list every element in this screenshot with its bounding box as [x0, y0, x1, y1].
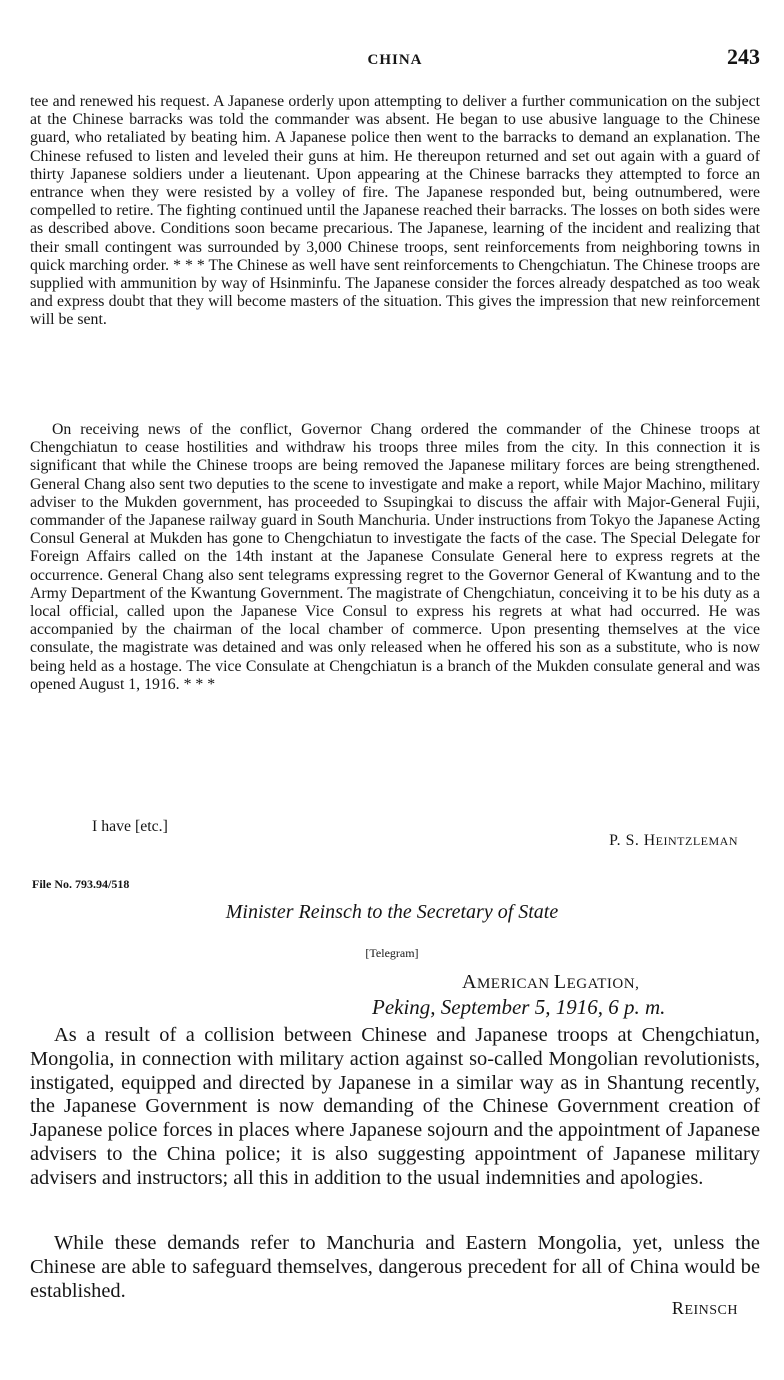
- telegram-paragraph-1-block: [30, 1024, 760, 1191]
- telegram-signature-initial: R: [671, 1298, 685, 1318]
- running-head-title: CHINA: [367, 52, 423, 68]
- place-date-line: Peking, September 5, 1916, 6 p. m.: [372, 995, 666, 1019]
- page-number: 243: [727, 44, 760, 69]
- telegram-paragraph-2-block: [30, 1232, 760, 1303]
- letter-paragraph-2: On receiving news of the conflict, Governor Chang ordered the commander of the Chinese troops at Chengchiatun to cease hostilities and withdraw his troops three miles from the city. In this connection it is significant that while the Chinese troops are being removed the Japanese military forces are being strengthened. General Chang also sent two deputies to the scene to investigate and make a report, while Major Machino, military adviser to the Mukden government, has proceeded to Ssupingkai to discuss the affair with Major-General Fujii, commander of the Japanese railway guard in South Manchuria. Under instructions from Tokyo the Japanese Acting Consul General at Mukden has gone to Chengchiatun to investigate the facts of the case. The Special Delegate for Foreign Affairs called on the 14th instant at the Japanese Consulate General here to express regrets at the occurrence. General Chang also sent telegrams expressing regret to the Governor General of Kwantung and to the Army Department of the Kwantung Government. The magistrate of Chengchiatun, conceiving it to be his duty as a local official, called upon the Japanese Vice Consul to express his regrets at what had occurred. He was accompanied by the chairman of the local chamber of commerce. Upon presenting themselves at the vice consulate, the magistrate was detained and was only released when he offered his son as a substitute, who is now being held as a hostage. The vice Consulate at Chengchiatun is a branch of the Mukden consulate general and was opened August 1, 1916. * * *: [30, 421, 760, 693]
- telegram-paragraph-2: While these demands refer to Manchuria and Eastern Mongolia, yet, unless the Chinese are able to safeguard themselves, dangerous precedent for all of China would be established.: [30, 1232, 760, 1302]
- letter-paragraph-2-block: [30, 421, 760, 694]
- sender-initial-2: L: [553, 971, 567, 993]
- letter-closing: I have [etc.]: [92, 818, 168, 835]
- document-heading: Minister Reinsch to the Secretary of State: [225, 901, 559, 923]
- letter-paragraph-1-block: [30, 93, 760, 330]
- letter-signature: [609, 832, 738, 850]
- telegram-paragraph-1: As a result of a collision between Chinese and Japanese troops at Chengchiatun, Mongolia, in connection with military action against so-called Mongolian revolutionists, instigated, equipped and directed by Japanese in a similar way as in Shantung recently, the Japanese Government is now demanding of the Chinese Government creation of Japanese police forces in places where Japanese sojourn and the appointment of Japanese advisers to the China police; it is also suggesting appointment of Japanese military advisers and instructors; all this in addition to the usual indemnities and apologies.: [30, 1024, 760, 1189]
- letter-signature-initials: P. S. H: [609, 832, 656, 849]
- telegram-tag: [Telegram]: [365, 946, 419, 960]
- telegram-signature: [672, 1298, 738, 1319]
- letter-signature-smallcaps: EINTZLEMAN: [655, 834, 738, 848]
- sender-smallcaps-2: EGATION,: [566, 976, 640, 992]
- file-number: File No. 793.94/518: [32, 877, 130, 891]
- sender-smallcaps-1: MERICAN: [476, 976, 554, 992]
- running-head: [30, 44, 760, 76]
- telegram-signature-smallcaps: EINSCH: [684, 1303, 738, 1318]
- sender-line: [462, 971, 639, 994]
- sender-initial-1: A: [462, 971, 477, 993]
- letter-paragraph-1: tee and renewed his request. A Japanese orderly upon attempting to deliver a further communication on the subject at the Chinese barracks was told the commander was absent. He began to use abusive language to the Chinese guard, who retaliated by beating him. A Japanese police then went to the barracks to demand an explanation. The Chinese refused to listen and leveled their guns at him. He thereupon returned and set out again with a guard of thirty Japanese soldiers under a lieutenant. Upon appearing at the Chinese barracks they attempted to force an entrance when they were resisted by a volley of fire. The Japanese responded but, being outnumbered, were compelled to retire. The fighting continued until the Japanese reached their barracks. The losses on both sides were as described above. Conditions soon became precarious. The Japanese, learning of the incident and realizing that their small contingent was surrounded by 3,000 Chinese troops, sent reinforcements from neighboring towns in quick marching order. * * * The Chinese as well have sent reinforcements to Chengchiatun. The Chinese troops are supplied with ammunition by way of Hsinminfu. The Japanese consider the forces already despatched as too weak and express doubt that they will become masters of the situation. This gives the impression that new reinforcement will be sent.: [30, 93, 760, 329]
